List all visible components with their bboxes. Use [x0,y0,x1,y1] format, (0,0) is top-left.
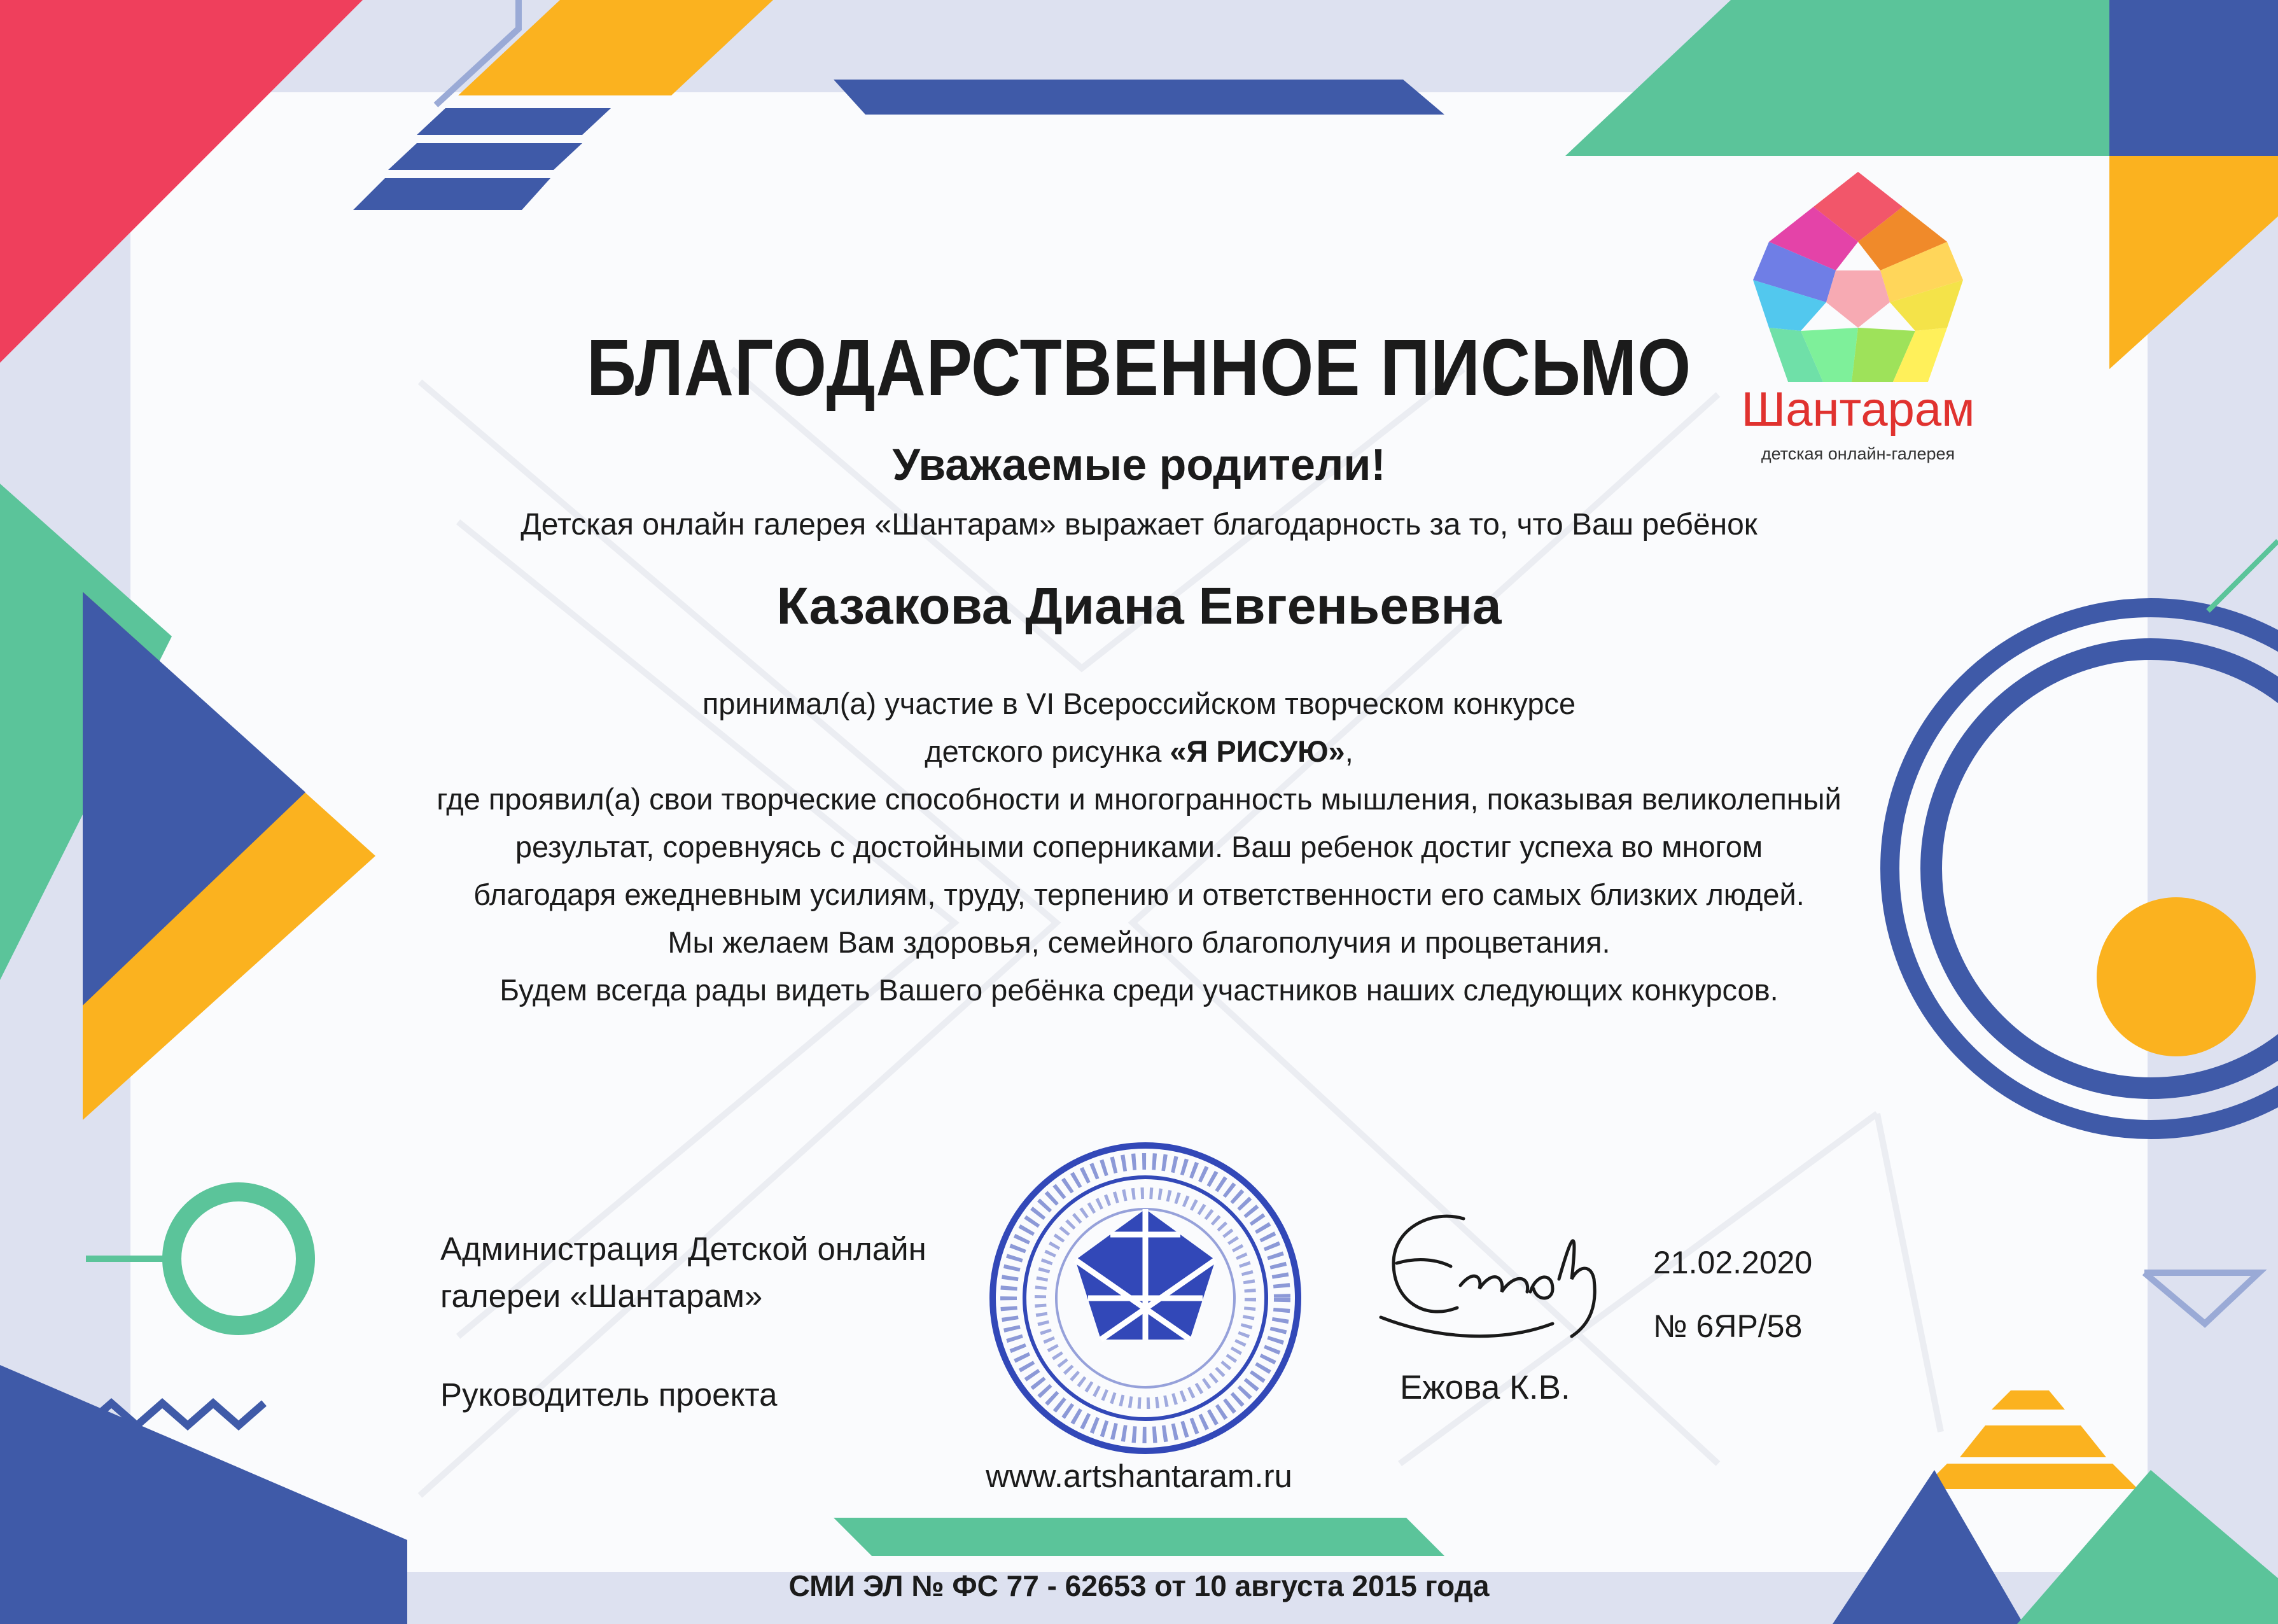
body-line-suffix: , [1345,734,1353,768]
body-line: Будем всегда рады видеть Вашего ребёнка среди участников наших следующих конкурсов. [500,973,1778,1007]
greeting: Уважаемые родители! [892,440,1386,489]
body-line: результат, соревнуясь с достойными соперниками. Ваш ребенок достиг успеха во многом [515,830,1763,864]
top-navy-bar [834,80,1444,115]
student-name: Казакова Диана Евгеньевна [776,577,1502,635]
body-line: где проявил(а) свои творческие способности и многогранность мышления, показывая великолепный [437,782,1841,816]
administration-label: Администрация Детской онлайн галереи «Шантарам» [440,1231,926,1314]
body-line: благодаря ежедневным усилиям, труду, терпению и ответственности его самых близких людей. [473,878,1805,911]
yellow-stripe [458,0,773,95]
registration-info: СМИ ЭЛ № ФС 77 - 62653 от 10 августа 2015 года [788,1569,1490,1602]
intro-text: Детская онлайн галерея «Шантарам» выражает благодарность за то, что Ваш ребёнок [521,508,1757,542]
logo-name: Шантарам [1741,382,1975,437]
document-number: № 6ЯР/58 [1653,1308,1803,1344]
body-line [0,727,2278,775]
navy-stripe-1 [417,108,611,135]
signer-name: Ежова К.В. [1400,1369,1570,1406]
contest-name: «Я РИСУЮ» [1170,734,1345,768]
bottom-green-bar [834,1518,1444,1556]
letter-body [0,680,2278,1014]
body-line: Мы желаем Вам здоровья, семейного благополучия и процветания. [667,925,1611,959]
issue-date: 21.02.2020 [1653,1245,1813,1280]
body-line: принимал(а) участие в VI Всероссийском творческом конкурсе [702,687,1576,720]
role-label: Руководитель проекта [440,1376,778,1413]
green-top-right-shape [1565,0,2109,156]
website-link[interactable]: www.artshantaram.ru [986,1458,1292,1494]
navy-stripe-3 [353,178,550,210]
body-line-prefix: детского рисунка [925,734,1170,768]
document-title: БЛАГОДАРСТВЕННОЕ ПИСЬМО [586,323,1692,412]
navy-stripe-2 [388,143,582,170]
logo-subtitle: детская онлайн-галерея [1761,444,1955,463]
